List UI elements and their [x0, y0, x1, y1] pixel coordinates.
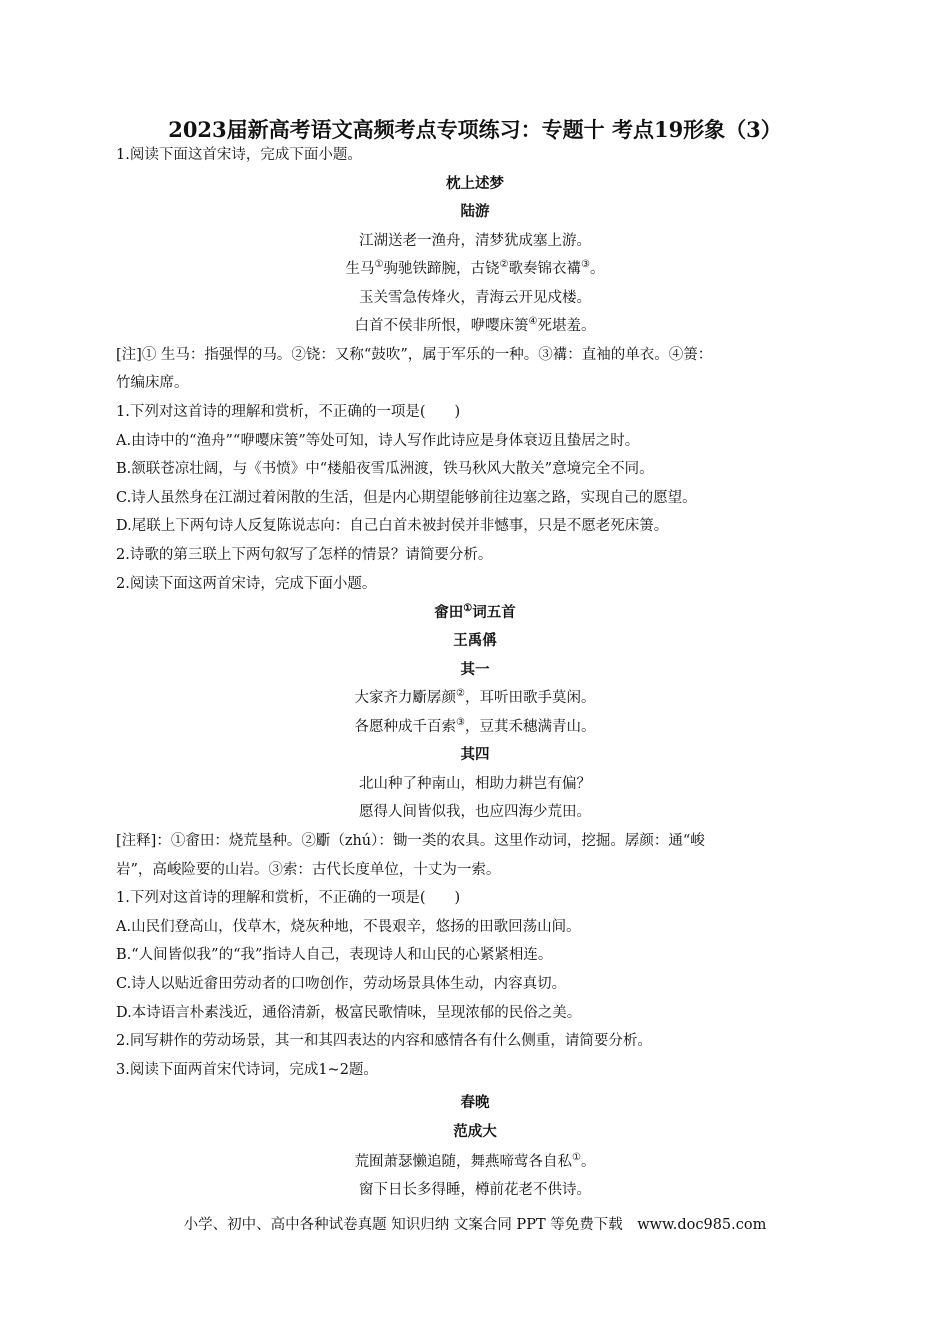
poem3-author: 范成大 [453, 1123, 497, 1140]
poem2-line3: 北山种了种南山，相助力耕岂有偏？ [359, 776, 591, 792]
s1-option-d: D.尾联上下两句诗人反复陈说志向：自己白首未被封侯并非憾事，只是不愿老死床箦。 [116, 518, 669, 534]
poem3-line1 [0, 1152, 950, 1172]
poem2-line1 [0, 688, 950, 708]
page-footer: 小学、初中、高中各种试卷真题 知识归纳 文案合同 PPT 等免费下载 www.doc985.com [183, 1217, 767, 1233]
poem2-author: 王禹偁 [453, 632, 497, 649]
poem1-title: 枕上述梦 [446, 175, 504, 192]
footnote-mark: ② [499, 259, 509, 271]
s2-option-a: A.山民们登高山，伐草木，烧灰种地，不畏艰辛，悠扬的田歌回荡山间。 [116, 919, 581, 935]
text-segment: 死堪羞。 [537, 318, 596, 334]
poem3-line2: 窗下日长多得睡，樽前花老不供诗。 [359, 1182, 591, 1198]
footnote-mark: ④ [528, 316, 538, 328]
s1-question1: 1.下列对这首诗的理解和赏析，不正确的一项是( ) [116, 404, 461, 420]
poem1-line3: 玉关雪急传烽火，青海云开见戍楼。 [359, 290, 591, 306]
text-segment: 大家齐力斸孱颜 [354, 690, 457, 706]
page-title: 2023届新高考语文高频考点专项练习：专题十 考点19形象（3） [168, 117, 782, 142]
text-segment: 各愿种成千百索 [354, 719, 457, 735]
section1-intro: 1.阅读下面这首宋诗，完成下面小题。 [116, 147, 362, 163]
poem1-line2 [0, 259, 950, 279]
footnote-mark: ③ [456, 717, 465, 729]
poem3-title: 春晚 [460, 1094, 490, 1111]
footnote-mark: ① [463, 603, 473, 615]
poem2-note-line1: [注释]：①畲田：烧荒垦种。②斸（zhú）：锄一类的农具。这里作动词，挖掘。孱颜：通“峻 [116, 833, 705, 849]
section3-intro: 3.阅读下面两首宋代诗词，完成1~2题。 [116, 1062, 378, 1078]
poem1-note-line1: [注]① 生马：指强悍的马。②铙：又称“鼓吹”，属于军乐的一种。③褠：直袖的单衣。④箦： [116, 347, 713, 363]
s1-option-c: C.诗人虽然身在江湖过着闲散的生活，但是内心期望能够前往边塞之路，实现自己的愿望。 [116, 490, 697, 506]
s2-option-b: B.“人间皆似我”的“我”指诗人自己，表现诗人和山民的心紧紧相连。 [116, 947, 553, 963]
text-segment: 生马 [345, 261, 375, 277]
s2-question1: 1.下列对这首诗的理解和赏析，不正确的一项是( ) [116, 890, 461, 906]
text-segment: 。 [580, 1154, 596, 1170]
poem2-line2 [0, 717, 950, 737]
s2-option-c: C.诗人以贴近畲田劳动者的口吻创作，劳动场景具体生动，内容真切。 [116, 976, 567, 992]
footnote-mark: ② [456, 688, 465, 700]
text-segment: 畲田 [434, 604, 464, 621]
text-segment: 歌奏锦衣褠 [508, 261, 581, 277]
section2-intro: 2.阅读下面这两首宋诗，完成下面小题。 [116, 576, 377, 592]
s1-option-a: A.由诗中的“渔舟”“咿嘤床箦”等处可知，诗人写作此诗应是身体衰迈且蛰居之时。 [116, 433, 640, 449]
poem1-line4 [0, 316, 950, 336]
poem2-line4: 愿得人间皆似我，也应四海少荒田。 [359, 804, 591, 820]
poem2-subtitle-4: 其四 [460, 746, 490, 763]
text-segment: ，耳听田歌手莫闲。 [464, 690, 596, 706]
poem2-note-line2: 岩”，高峻险要的山岩。③索：古代长度单位，十丈为一索。 [116, 862, 501, 878]
s1-question2: 2.诗歌的第三联上下两句叙写了怎样的情景？请简要分析。 [116, 547, 493, 563]
text-segment: 荒囿萧瑟懒追随，舞燕啼莺各自私 [354, 1154, 573, 1170]
poem2-subtitle-1: 其一 [460, 661, 490, 678]
text-segment: 。 [589, 261, 605, 277]
footnote-mark: ① [374, 259, 384, 271]
footnote-mark: ① [572, 1152, 581, 1164]
footnote-mark: ③ [580, 259, 590, 271]
s1-option-b: B.颔联苍凉壮阔，与《书愤》中“楼船夜雪瓜洲渡，铁马秋风大散关”意境完全不同。 [116, 461, 654, 477]
poem1-note-line2: 竹编床席。 [116, 375, 189, 391]
text-segment: 词五首 [472, 604, 516, 621]
poem1-line1: 江湖送老一渔舟，清梦犹成塞上游。 [359, 233, 591, 249]
text-segment: 白首不侯非所恨，咿嘤床箦 [354, 318, 529, 334]
s2-option-d: D.本诗语言朴素浅近，通俗清新，极富民歌情味，呈现浓郁的民俗之美。 [116, 1005, 582, 1021]
poem1-author: 陆游 [460, 203, 490, 220]
s2-question2: 2.同写耕作的劳动场景，其一和其四表达的内容和感情各有什么侧重，请简要分析。 [116, 1033, 652, 1049]
text-segment: ，豆萁禾穗满青山。 [464, 719, 596, 735]
text-segment: 驹驰铁蹄腕，古铙 [383, 261, 500, 277]
poem2-title [0, 603, 950, 623]
